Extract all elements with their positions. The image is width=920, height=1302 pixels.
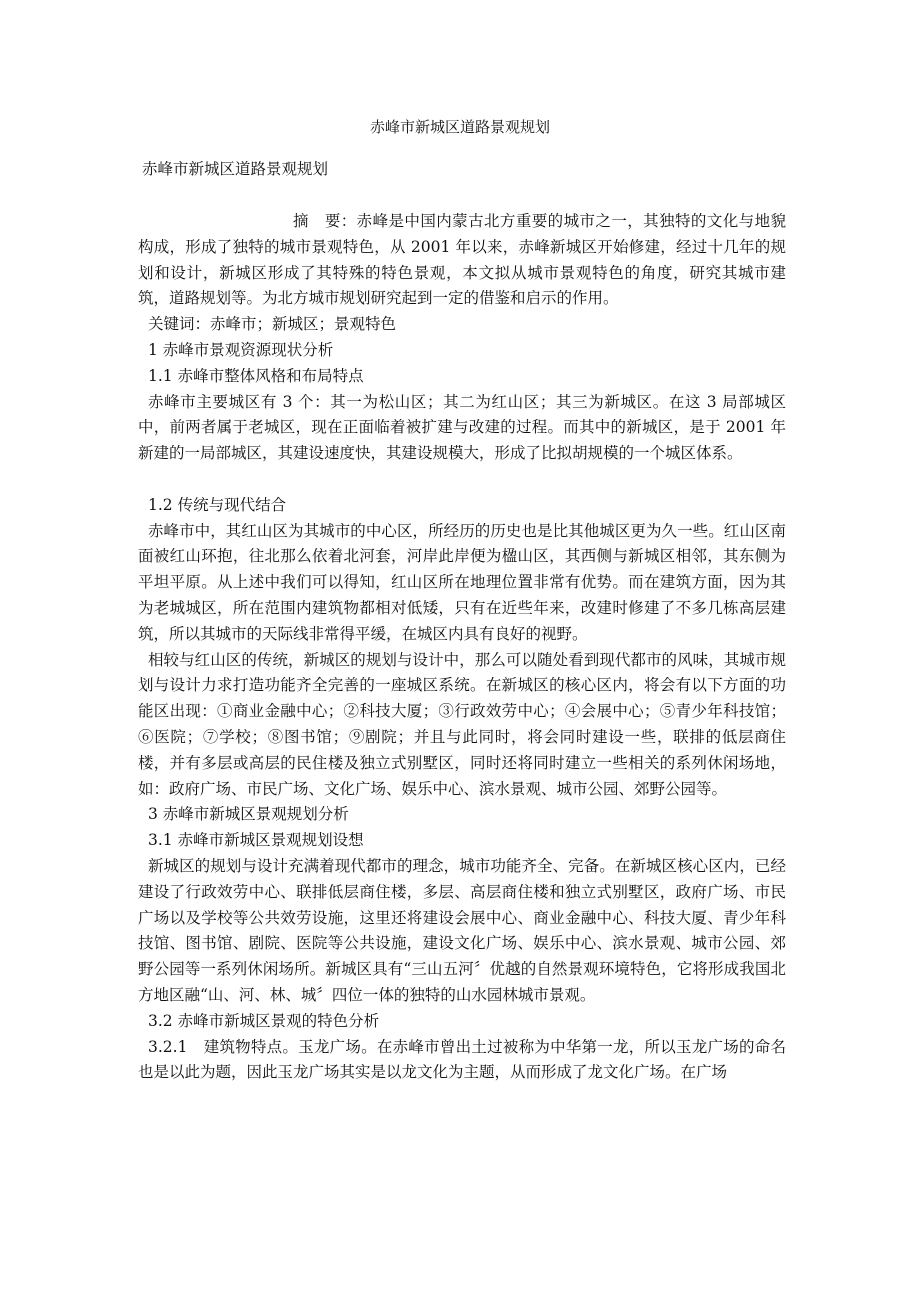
paragraph-5-text: 建筑物特点。玉龙广场。在赤峰市曾出土过被称为中华第一龙，所以玉龙广场的命名也是以此为题，因此玉龙广场其实是以龙文化为主题，从而形成了龙文化广场。在广场 [138, 1037, 786, 1082]
paragraph-3: 相较与红山区的传统，新城区的规划与设计中，那么可以随处看到现代都市的风味，其城市规划与设计力求打造功能齐全完善的一座城区系统。在新城区的核心区内，将会有以下方面的功能区出现：①商业金融中心；②科技大厦；③行政效劳中心；④会展中心；⑤青少年科技馆；⑥医院；⑦学校；⑧图书馆；⑨剧院；并且与此同时，将会同时建设一些，联排的低层商住楼，并有多层或高层的民住楼及独立式别墅区，同时还将同时建立一些相关的系列休闲场地，如：政府广场、市民广场、文化广场、娱乐中心、滨水景观、城市公园、郊野公园等。 [138, 650, 786, 798]
section-3-2-1-number: 3.2.1 [148, 1037, 188, 1056]
document-body [138, 209, 786, 1086]
paragraph-5 [138, 1035, 786, 1087]
section-3-heading: 3 赤峰市新城区景观规划分析 [148, 805, 349, 824]
abstract-paragraph [138, 209, 786, 312]
document-title: 赤峰市新城区道路景观规划 [369, 118, 550, 136]
section-1-2-heading: 1.2 传统与现代结合 [148, 495, 287, 514]
section-3-1-heading: 3.1 赤峰市新城区景观规划设想 [148, 831, 364, 850]
paragraph-2: 赤峰市中，其红山区为其城市的中心区，所经历的历史也是比其他城区更为久一些。红山区南面被红山环抱，往北那么依着北河套，河岸此岸便为楹山区，其西侧与新城区相邻，其东侧为平坦平原。从上述中我们可以得知，红山区所在地理位置非常有优势。而在建筑方面，因为其为老城城区，所在范围内建筑物都相对低矮，只有在近些年来，改建时修建了不多几栋高层建筑，所以其城市的天际线非常得平缓，在城区内具有良好的视野。 [138, 521, 786, 643]
abstract-label: 摘 要： [293, 212, 357, 230]
paragraph-1: 赤峰市主要城区有 3 个：其一为松山区；其二为红山区；其三为新城区。在这 3 局部城区中，前两者属于老城区，现在正面临着被扩建与改建的过程。而其中的新城区，是于 2001 年新建的一局部城区，其建设速度快，其建设规模大，形成了比拟胡规模的一个城区体系。 [138, 392, 786, 463]
paragraph-4: 新城区的规划与设计充满着现代都市的理念，城市功能齐全、完备。在新城区核心区内，已经建设了行政效劳中心、联排低层商住楼，多层、高层商住楼和独立式别墅区，政府广场、市民广场以及学校等公共效劳设施，这里还将建设会展中心、商业金融中心、科技大厦、青少年科技馆、图书馆、剧院、医院等公共设施，建设文化广场、娱乐中心、滨水景观、城市公园、郊野公园等一系列休闲场所。新城区具有“三山五河〞优越的自然景观环境特色，它将形成我国北方地区融“山、河、林、城〞四位一体的独特的山水园林城市景观。 [138, 856, 786, 1004]
section-3-2-heading: 3.2 赤峰市新城区景观的特色分析 [148, 1011, 380, 1030]
document-subtitle: 赤峰市新城区道路景观规划 [142, 160, 329, 178]
abstract-text: 赤峰是中国内蒙古北方重要的城市之一，其独特的文化与地貌构成，形成了独特的城市景观特色，从 2001 年以来，赤峰新城区开始修建，经过十几年的规划和设计，新城区形成了其特殊的特色景观，本文拟从城市景观特色的角度，研究其城市建筑，道路规划等。为北方城市规划研究起到一定的借鉴和启示的作用。 [138, 212, 786, 308]
section-1-heading: 1 赤峰市景观资源现状分析 [148, 340, 334, 359]
section-1-1-heading: 1.1 赤峰市整体风格和布局特点 [148, 366, 364, 385]
keywords: 关键词：赤峰市；新城区；景观特色 [148, 315, 397, 334]
